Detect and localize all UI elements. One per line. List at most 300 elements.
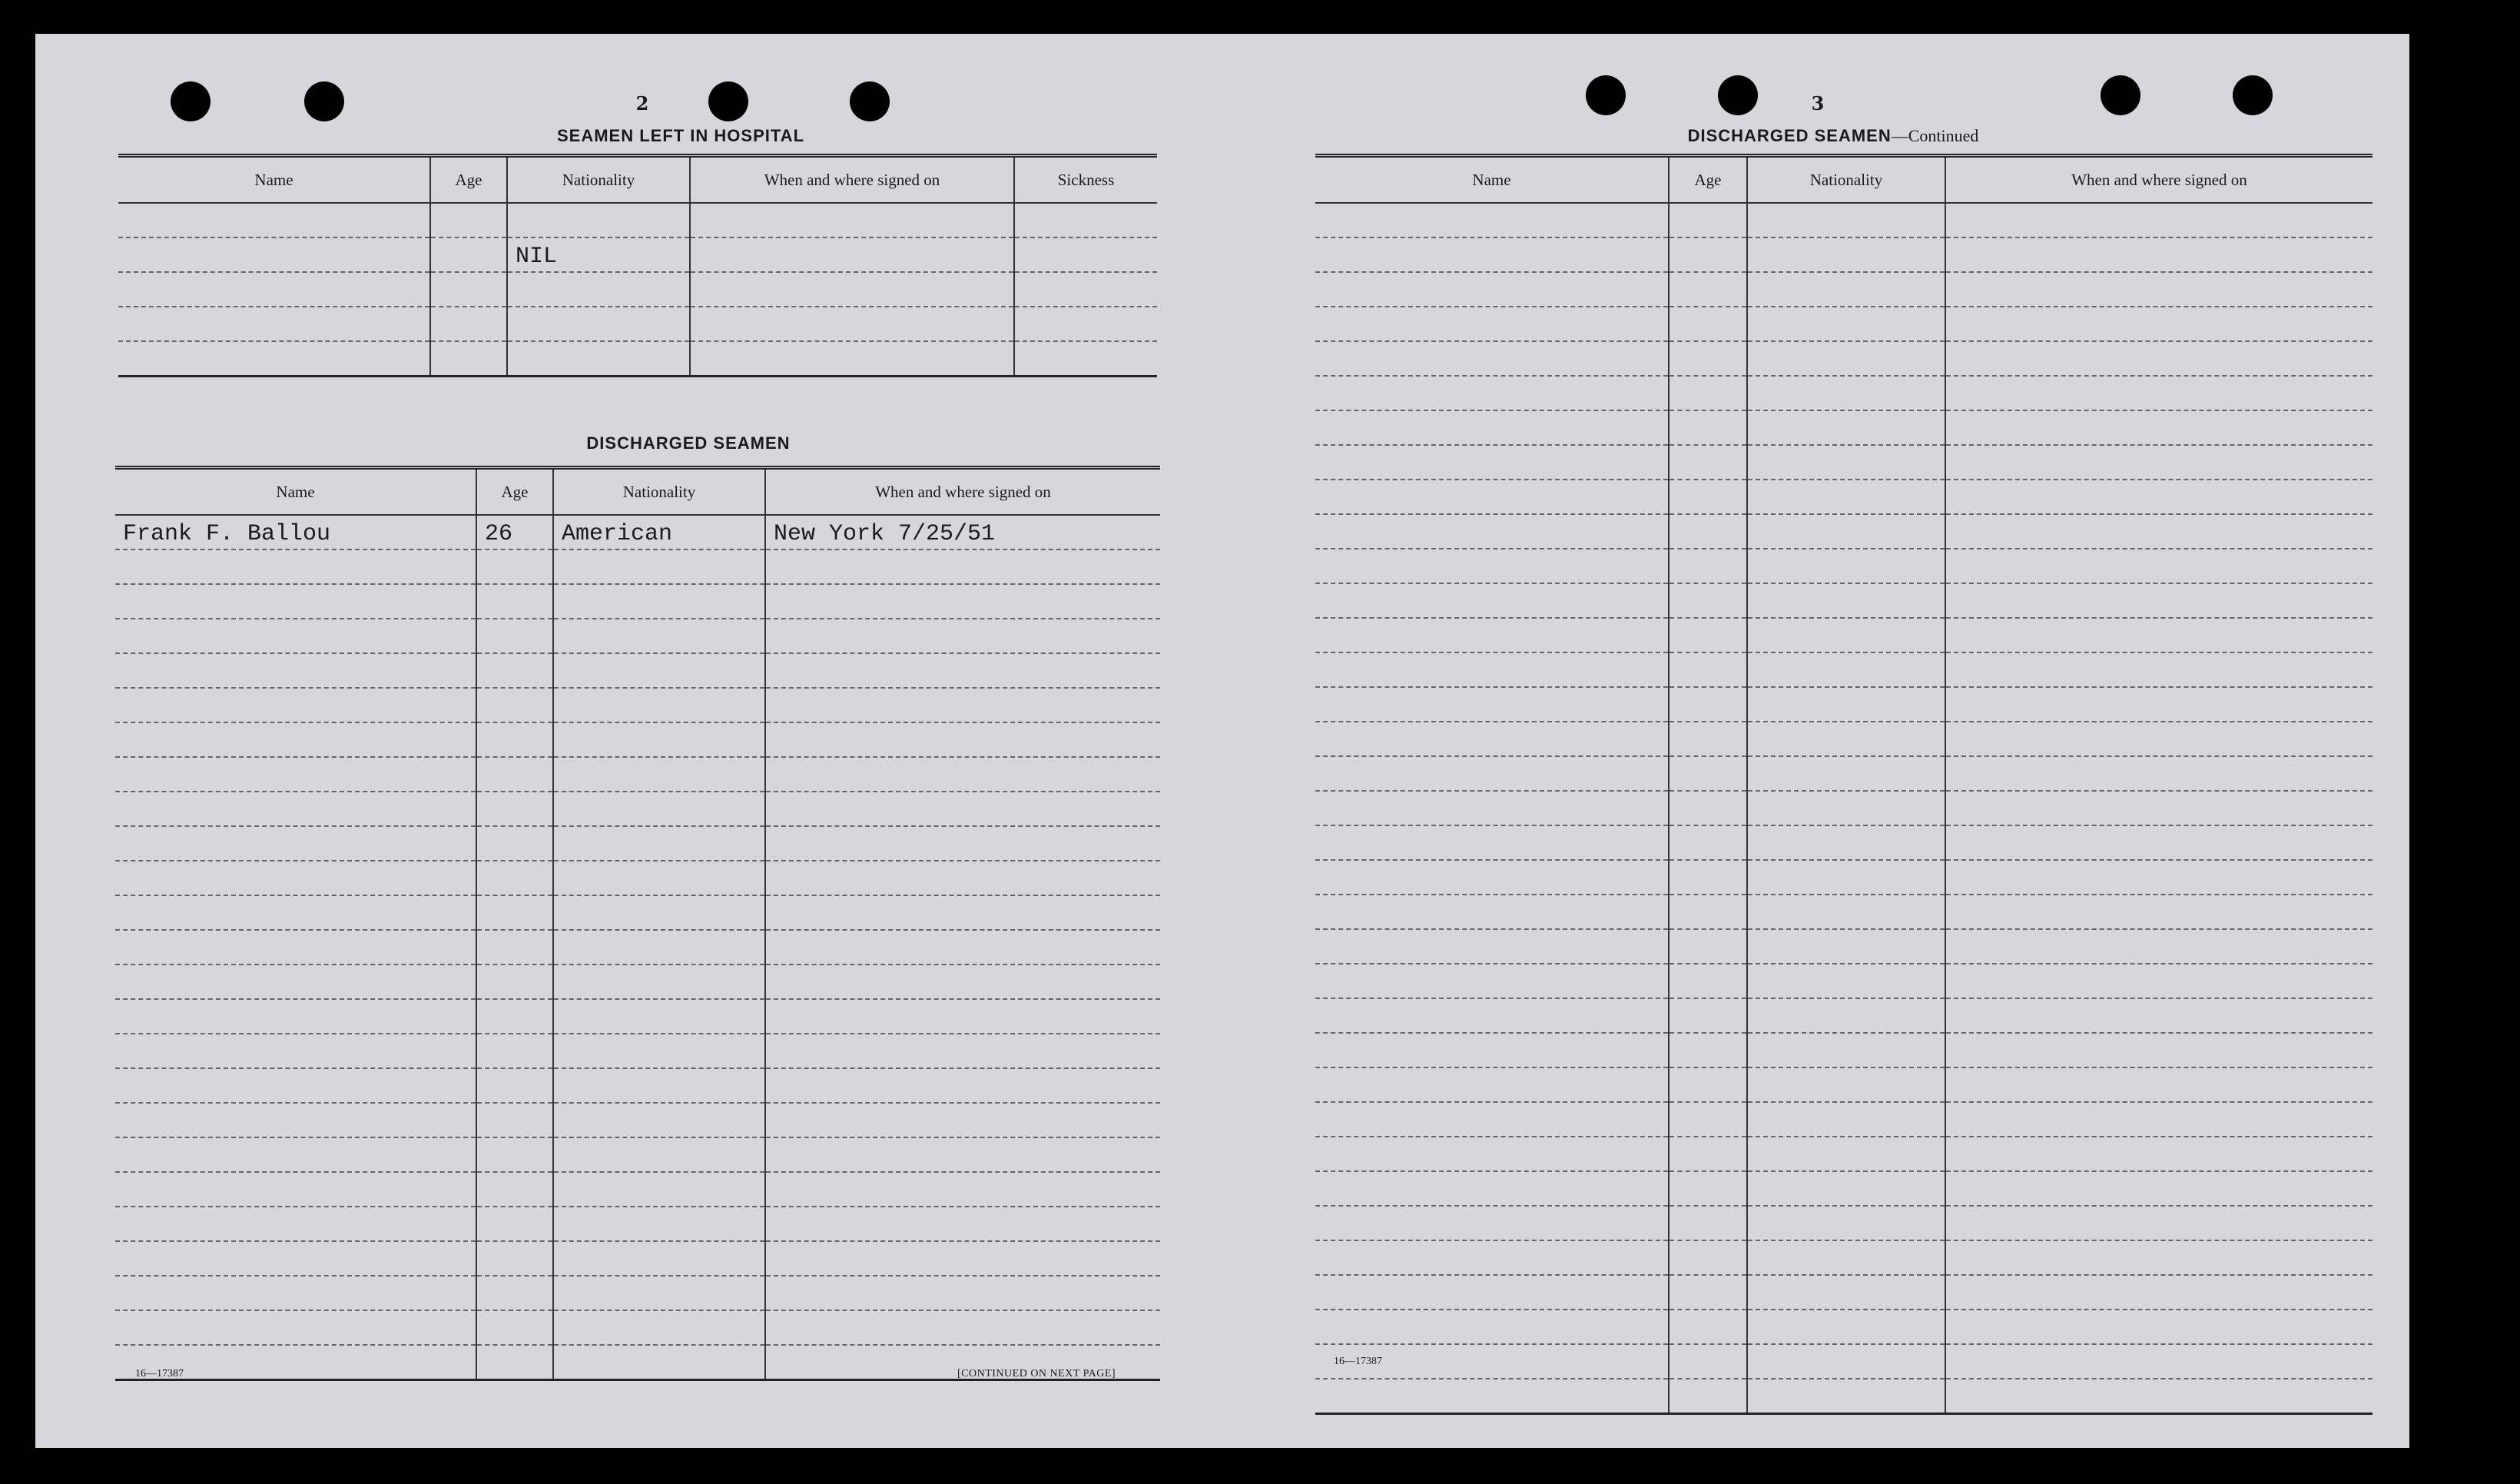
table-cell (1014, 203, 1157, 237)
table-cell (1669, 341, 1747, 376)
table-cell (553, 688, 765, 722)
table-cell (765, 999, 1160, 1034)
table-row (115, 1310, 1160, 1345)
table-cell (115, 584, 476, 619)
table-row (115, 688, 1160, 722)
table-cell (115, 1276, 476, 1310)
table-cell (765, 792, 1160, 826)
table-cell (1945, 410, 2372, 445)
table-cell (115, 757, 476, 792)
table-cell (1315, 860, 1669, 895)
table-cell (476, 964, 553, 999)
table-cell (1669, 549, 1747, 583)
table-cell (1747, 687, 1945, 722)
punch-hole (850, 81, 890, 121)
table-cell (1747, 756, 1945, 791)
table-row (1315, 998, 2372, 1033)
table-cell (1747, 1344, 1945, 1379)
table-cell (1315, 445, 1669, 480)
table-cell (476, 930, 553, 964)
table-cell (1315, 964, 1669, 998)
table-cell (1315, 652, 1669, 687)
table-cell (1747, 825, 1945, 860)
table-cell (1945, 1206, 2372, 1240)
table-cell (1315, 791, 1669, 825)
table-cell (1945, 998, 2372, 1033)
page-number-right: 3 (1811, 92, 1825, 115)
table-cell (1945, 791, 2372, 825)
table-cell (1945, 929, 2372, 964)
table-row (1315, 756, 2372, 791)
table-cell (1747, 895, 1945, 929)
table-cell (1014, 307, 1157, 341)
table-cell (115, 792, 476, 826)
form-number-right: 16—17387 (1334, 1356, 1382, 1367)
table-row (115, 1207, 1160, 1241)
table-cell (115, 1103, 476, 1137)
table-row (1315, 514, 2372, 549)
table-cell (1315, 480, 1669, 514)
table-cell (1747, 583, 1945, 618)
table-cell (1669, 791, 1747, 825)
table-cell (1747, 1310, 1945, 1344)
table-cell (476, 1345, 553, 1380)
table-row (1315, 722, 2372, 756)
table-cell (765, 1241, 1160, 1276)
table-cell (1747, 307, 1945, 341)
table-cell (1747, 618, 1945, 652)
table-cell (1315, 549, 1669, 583)
table-cell (115, 1137, 476, 1172)
table-row (1315, 618, 2372, 652)
table-cell (1315, 687, 1669, 722)
table-cell (1014, 272, 1157, 307)
table-cell (118, 307, 430, 341)
table-cell (430, 341, 507, 377)
table-cell (1747, 1379, 1945, 1414)
table-cell (1669, 237, 1747, 272)
section-title-suffix: —Continued (1891, 126, 1979, 145)
table-cell (1669, 583, 1747, 618)
table-cell (1945, 583, 2372, 618)
table-cell (553, 584, 765, 619)
table-row (1315, 1067, 2372, 1102)
table-cell (1669, 1379, 1747, 1414)
table-cell: American (553, 515, 765, 549)
table-cell: Frank F. Ballou (115, 515, 476, 549)
table-row (1315, 825, 2372, 860)
table-cell (1945, 756, 2372, 791)
table-cell (1669, 514, 1747, 549)
table-cell (1945, 687, 2372, 722)
table-cell (1747, 341, 1945, 376)
column-header: Nationality (1747, 156, 1945, 204)
table-cell (1747, 964, 1945, 998)
table-cell (765, 653, 1160, 688)
table-cell (1945, 825, 2372, 860)
table-cell (115, 1310, 476, 1345)
table-row (1315, 860, 2372, 895)
discharged-table (115, 466, 1160, 1381)
table-cell (476, 584, 553, 619)
table-cell (1315, 307, 1669, 341)
table-cell (553, 895, 765, 930)
table-cell (115, 1241, 476, 1276)
table-cell (765, 722, 1160, 757)
table-cell (476, 653, 553, 688)
table-cell (765, 584, 1160, 619)
table-cell (553, 930, 765, 964)
table-cell (553, 792, 765, 826)
table-cell (1669, 1171, 1747, 1206)
table-row (118, 307, 1157, 341)
table-cell (476, 1207, 553, 1241)
table-cell (765, 861, 1160, 895)
table-cell (1945, 341, 2372, 376)
punch-hole (708, 81, 748, 121)
table-cell (765, 895, 1160, 930)
table-cell (1945, 480, 2372, 514)
table-row (115, 826, 1160, 861)
table-cell (1945, 964, 2372, 998)
table-row (118, 203, 1157, 237)
punch-hole (2233, 75, 2273, 115)
table-cell (1669, 895, 1747, 929)
table-cell (1315, 929, 1669, 964)
table-cell (1669, 964, 1747, 998)
table-row (1315, 1206, 2372, 1240)
table-row (115, 515, 1160, 549)
table-row (115, 619, 1160, 653)
table-cell (476, 826, 553, 861)
table-cell (476, 1276, 553, 1310)
table-cell (1747, 1067, 1945, 1102)
table-cell (507, 272, 690, 307)
table-cell (1315, 1171, 1669, 1206)
table-cell (1315, 410, 1669, 445)
table-row (115, 722, 1160, 757)
column-header: Name (1315, 156, 1669, 204)
table-row (1315, 791, 2372, 825)
table-cell (476, 1137, 553, 1172)
table-cell (1747, 203, 1945, 237)
table-row (1315, 1379, 2372, 1414)
table-cell (115, 964, 476, 999)
table-row (115, 1034, 1160, 1068)
table-cell (1315, 825, 1669, 860)
table-cell (1315, 1310, 1669, 1344)
table-cell (115, 619, 476, 653)
document-sheet (35, 34, 2409, 1448)
table-cell (765, 1276, 1160, 1310)
table-cell (1945, 549, 2372, 583)
table-cell: NIL (507, 237, 690, 272)
table-cell (476, 619, 553, 653)
table-cell (115, 930, 476, 964)
table-cell (476, 757, 553, 792)
table-row (118, 341, 1157, 377)
table-cell (1315, 1067, 1669, 1102)
column-header: Age (430, 156, 507, 204)
hospital-table (118, 154, 1157, 377)
table-row (1315, 929, 2372, 964)
table-cell (1747, 1275, 1945, 1310)
table-row (1315, 652, 2372, 687)
table-cell (1945, 1067, 2372, 1102)
table-cell (115, 688, 476, 722)
section-title-hospital: SEAMEN LEFT IN HOSPITAL (556, 126, 805, 145)
table-row (1315, 1102, 2372, 1137)
table-cell (553, 964, 765, 999)
table-cell (1315, 1102, 1669, 1137)
table-cell (765, 1172, 1160, 1207)
table-cell (1747, 272, 1945, 307)
table-cell (690, 341, 1014, 377)
table-cell (1669, 998, 1747, 1033)
table-cell (1669, 376, 1747, 410)
table-cell (1747, 1033, 1945, 1067)
table-cell (1747, 549, 1945, 583)
punch-hole (304, 81, 344, 121)
table-cell (553, 757, 765, 792)
table-cell (1315, 1033, 1669, 1067)
table-row (1315, 895, 2372, 929)
table-cell (1315, 1206, 1669, 1240)
table-cell (1669, 825, 1747, 860)
table-cell (1945, 652, 2372, 687)
table-cell (1945, 514, 2372, 549)
table-cell (553, 826, 765, 861)
column-header: Name (115, 468, 476, 516)
table-row (118, 272, 1157, 307)
table-cell (765, 619, 1160, 653)
table-cell (553, 1345, 765, 1380)
table-cell (1315, 998, 1669, 1033)
table-cell (1315, 1137, 1669, 1171)
table-cell (765, 964, 1160, 999)
table-cell (476, 1241, 553, 1276)
column-header: Nationality (507, 156, 690, 204)
table-row (1315, 480, 2372, 514)
table-cell (1669, 756, 1747, 791)
table-cell (1747, 1240, 1945, 1275)
table-cell (765, 1207, 1160, 1241)
table-cell (553, 549, 765, 584)
table-cell (430, 307, 507, 341)
table-cell (765, 549, 1160, 584)
table-cell (1669, 1102, 1747, 1137)
table-cell (1945, 1137, 2372, 1171)
table-cell (1747, 410, 1945, 445)
table-cell (1945, 445, 2372, 480)
table-row (1315, 445, 2372, 480)
table-cell (115, 1172, 476, 1207)
table-cell (1315, 376, 1669, 410)
table-cell (118, 272, 430, 307)
table-cell (1669, 445, 1747, 480)
table-cell (1669, 307, 1747, 341)
table-row (1315, 1275, 2372, 1310)
table-row (115, 1068, 1160, 1103)
table-cell (1669, 618, 1747, 652)
table-cell (507, 307, 690, 341)
column-header: When and where signed on (765, 468, 1160, 516)
table-cell (1945, 203, 2372, 237)
punch-hole (1718, 75, 1758, 115)
table-cell (1669, 410, 1747, 445)
table-cell (690, 203, 1014, 237)
table-cell (553, 1172, 765, 1207)
table-row (115, 1241, 1160, 1276)
table-row (115, 584, 1160, 619)
table-row (115, 930, 1160, 964)
table-cell (1669, 1033, 1747, 1067)
table-cell (553, 861, 765, 895)
punch-hole (2101, 75, 2140, 115)
table-row (115, 1103, 1160, 1137)
table-cell (553, 1034, 765, 1068)
table-cell (1747, 1206, 1945, 1240)
table-cell: New York 7/25/51 (765, 515, 1160, 549)
table-row (118, 237, 1157, 272)
table-cell (1315, 1275, 1669, 1310)
table-cell (1014, 237, 1157, 272)
table-cell (118, 341, 430, 377)
table-cell (1747, 1102, 1945, 1137)
table-cell (476, 895, 553, 930)
punch-hole (1586, 75, 1626, 115)
table-cell (476, 1310, 553, 1345)
table-cell (1747, 1171, 1945, 1206)
table-cell (765, 1103, 1160, 1137)
table-row (1315, 341, 2372, 376)
table-cell (690, 307, 1014, 341)
table-cell (553, 653, 765, 688)
table-cell (1747, 791, 1945, 825)
table-cell (430, 272, 507, 307)
table-cell (1315, 895, 1669, 929)
table-cell (430, 203, 507, 237)
table-cell (1669, 860, 1747, 895)
table-row (115, 1172, 1160, 1207)
table-cell (1747, 376, 1945, 410)
table-row (115, 1276, 1160, 1310)
table-row (1315, 687, 2372, 722)
table-cell (476, 1172, 553, 1207)
discharged-continued-table (1315, 154, 2372, 1415)
table-cell (1747, 480, 1945, 514)
table-cell (1669, 687, 1747, 722)
table-cell (1945, 237, 2372, 272)
table-cell (1747, 929, 1945, 964)
column-header: Age (476, 468, 553, 516)
table-cell (1945, 895, 2372, 929)
table-row (115, 999, 1160, 1034)
table-cell (1315, 583, 1669, 618)
table-row (115, 1137, 1160, 1172)
table-cell (1945, 1275, 2372, 1310)
table-cell (765, 826, 1160, 861)
table-cell (1945, 307, 2372, 341)
table-cell (1747, 860, 1945, 895)
column-header: When and where signed on (690, 156, 1014, 204)
table-cell (1669, 1344, 1747, 1379)
column-header: Name (118, 156, 430, 204)
table-row (1315, 1033, 2372, 1067)
table-cell (690, 272, 1014, 307)
table-row (1315, 583, 2372, 618)
table-cell (1945, 1033, 2372, 1067)
table-row (1315, 376, 2372, 410)
table-row (1315, 307, 2372, 341)
table-cell (765, 1137, 1160, 1172)
table-cell (1014, 341, 1157, 377)
table-cell (1945, 376, 2372, 410)
table-row (1315, 237, 2372, 272)
table-cell (765, 1310, 1160, 1345)
table-cell (1669, 203, 1747, 237)
column-header: When and where signed on (1945, 156, 2372, 204)
table-cell (118, 203, 430, 237)
table-cell (476, 1034, 553, 1068)
punch-hole (171, 81, 211, 121)
table-cell (553, 1241, 765, 1276)
table-cell (553, 1137, 765, 1172)
table-cell (1669, 929, 1747, 964)
table-cell (553, 1103, 765, 1137)
table-cell (1315, 722, 1669, 756)
table-cell (1747, 514, 1945, 549)
table-cell (1669, 1310, 1747, 1344)
continued-note: [CONTINUED ON NEXT PAGE] (957, 1368, 1116, 1379)
table-cell (553, 1310, 765, 1345)
table-cell (1945, 722, 2372, 756)
table-cell (1747, 722, 1945, 756)
table-row (115, 792, 1160, 826)
table-row (115, 653, 1160, 688)
table-cell (1669, 652, 1747, 687)
table-cell (1747, 652, 1945, 687)
table-cell (430, 237, 507, 272)
table-cell (476, 792, 553, 826)
table-row (1315, 272, 2372, 307)
table-row (1315, 964, 2372, 998)
table-cell (765, 930, 1160, 964)
table-row (115, 895, 1160, 930)
table-cell (1945, 1310, 2372, 1344)
table-cell (1669, 1275, 1747, 1310)
table-cell: 26 (476, 515, 553, 549)
table-cell (1315, 756, 1669, 791)
table-cell (1669, 1067, 1747, 1102)
table-cell (1315, 272, 1669, 307)
table-cell (1945, 1171, 2372, 1206)
table-cell (690, 237, 1014, 272)
table-cell (115, 1068, 476, 1103)
table-cell (553, 1068, 765, 1103)
table-cell (1747, 998, 1945, 1033)
table-cell (1669, 480, 1747, 514)
table-row (1315, 410, 2372, 445)
table-row (1315, 1344, 2372, 1379)
table-cell (476, 688, 553, 722)
table-cell (1315, 1379, 1669, 1414)
table-row (1315, 1310, 2372, 1344)
table-cell (553, 722, 765, 757)
table-cell (553, 619, 765, 653)
section-title-discharged: DISCHARGED SEAMEN (586, 433, 791, 453)
column-header: Sickness (1014, 156, 1157, 204)
